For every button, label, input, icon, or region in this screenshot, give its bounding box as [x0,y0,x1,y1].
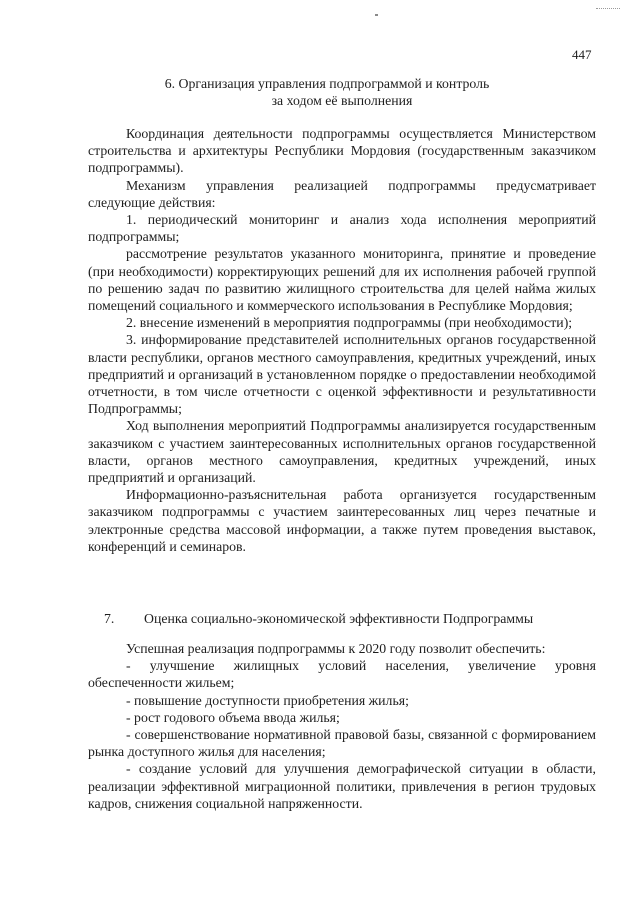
paragraph: Информационно-разъяснительная работа организуется государственным заказчиком подпрограммы с участием заинтересованных лиц через печатные и электронные средства массовой информации, а также путем проведения выставок, конференций и семинаров. [88,487,596,554]
list-item: - совершенствование нормативной правовой базы, связанной с формированием рынка доступного жилья для населения; [88,727,596,760]
section-7-title: Оценка социально-экономической эффективности Подпрограммы [144,611,534,626]
list-item: - создание условий для улучшения демографической ситуации в области, реализации эффективной миграционной политики, привлечения в регион трудовых кадров, снижения социальной напряженности. [88,761,596,811]
paragraph: Механизм управления реализацией подпрограммы предусматривает следующие действия: [88,177,596,210]
paragraph: рассмотрение результатов указанного мониторинга, принятие и проведение (при необходимости) корректирующих решений для их исполнения рабочей группой по решению задач по развитию жилищного строительства для целей найма жилых помещений социального и коммерческого использования в Республике Мордовия; [88,246,596,314]
paragraph: Координация деятельности подпрограммы осуществляется Министерством строительства и архитектуры Республики Мордовия (государственным заказчиком подпрограммы). [88,126,596,176]
paragraph: Успешная реализация подпрограммы к 2020 году позволит обеспечить: [126,641,546,656]
list-item: - улучшение жилищных условий населения, увеличение уровня обеспеченности жильем; [88,658,596,691]
list-item: - рост годового объема ввода жилья; [126,709,340,725]
list-item: - повышение доступности приобретения жилья; [126,692,409,708]
list-item: 1. периодический мониторинг и анализ хода исполнения мероприятий подпрограммы; [88,212,596,245]
section-7-body [88,640,596,812]
list-item: 3. информирование представителей исполнительных органов государственной власти республики, органов местного самоуправления, кредитных учреждений, иных предприятий и организаций в установленном порядке о предоставлении необходимой отчетности, в том числе отчетности с оценкой эффективности и результативности Подпрограммы; [88,332,596,417]
scan-artifact [375,14,378,16]
page-number: 447 [572,47,592,62]
section-6-body [88,125,596,555]
section-6-title-line-2: за ходом её выполнения [271,93,413,108]
list-item: 2. внесение изменений в мероприятия подпрограммы (при необходимости); [126,315,573,331]
paragraph: Ход выполнения мероприятий Подпрограммы анализируется государственным заказчиком с участием заинтересованных исполнительных органов государственной власти, органов местного самоуправления, кредитных учреждений, иных предприятий и организаций. [88,418,596,486]
section-6-heading [88,75,596,109]
section-7-number: 7. [104,611,115,626]
section-7-heading [104,610,596,627]
section-6-title-line-1: 6. Организация управления подпрограммой и контроль [164,76,490,91]
scan-artifact [596,8,620,11]
